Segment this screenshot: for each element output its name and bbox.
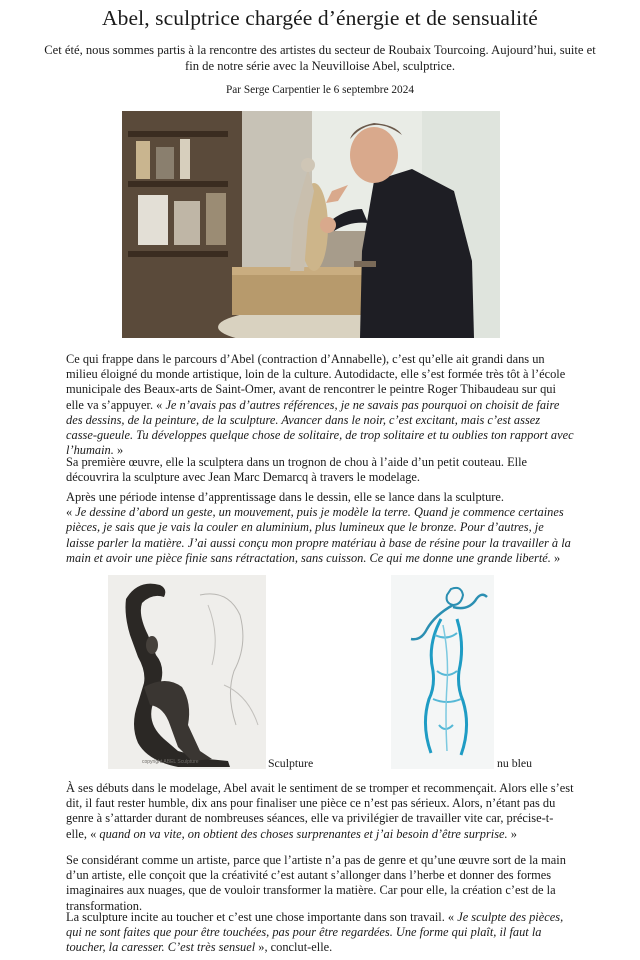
paragraph-1-quote: Je n’avais pas d’autres références, je ne savais pas pourquoi on choisit de faire des dessins, de la peinture, de la sculpture. Avancer dans le noir, c’est excitant, mais c’est assez casse-gueule. Tu développes quelque chose de solitaire, de trop solitaire et tu oublies ton rapport avec l’humain. xyxy=(66,397,574,458)
paragraph-3-close: » xyxy=(550,550,561,565)
paragraph-3 xyxy=(66,490,574,566)
article-lead: Cet été, nous sommes partis à la rencontre des artistes du secteur de Roubaix Tourcoing. Aujourd’hui, suite et fin de notre série avec la Neuvilloise Abel, sculptrice. xyxy=(44,43,596,73)
blue-nude-illustration xyxy=(391,575,494,769)
paragraph-2: Sa première œuvre, elle la sculptera dans un trognon de chou à l’aide d’un petit couteau. Elle découvrira la sculpture avec Jean Marc Demarcq à travers le modelage. xyxy=(66,455,528,485)
paragraph-3-quote: Je dessine d’abord un geste, un mouvement, puis je modèle la terre. Quand je commence certaines pièces, je sais que je vais la couler en aluminium, plus lumineux que le bronze. Pour d’autres, je laisse parler la matière. J’ai aussi conçu mon propre matériau à base de résine pour la travailler à la main et avoir une pièce finie sans rétractation, sans cuisson. Ce qui me donne une grande liberté. xyxy=(66,505,571,565)
paragraph-4 xyxy=(66,781,574,842)
artist-studio-photo xyxy=(122,111,500,338)
sculpture-illustration xyxy=(108,575,266,769)
studio-photo-illustration xyxy=(122,111,500,338)
paragraph-1-text: Ce qui frappe dans le parcours d’Abel (contraction d’Annabelle), c’est qu’elle ait grandi dans un milieu éloigné du monde artistique, loin de la culture. Autodidacte, elle s’est formée très tôt à l’école municipale des Beaux-arts de Saint-Omer, avant de rencontrer le peintre Roger Thibaudeau sur qui elle va s’appuyer. « xyxy=(66,352,566,412)
paragraph-1 xyxy=(66,352,574,458)
caption-sculpture: Sculpture xyxy=(268,756,314,770)
paragraph-6-text: La sculpture incite au toucher et c’est une chose importante dans son travail. « xyxy=(66,910,458,924)
caption-blue-nude: nu bleu xyxy=(497,756,533,770)
paragraph-6-quote: Je sculpte des pièces, qui ne sont faites que pour être touchées, pas pour être regardées. Une forme qui plaît, il faut la toucher, la caresser. C’est très sensuel xyxy=(66,910,564,955)
paragraph-1-close: » xyxy=(113,443,124,458)
paragraph-4-close: » xyxy=(507,826,517,841)
sculpture-photo xyxy=(108,575,266,769)
paragraph-6-close: », conclut-elle. xyxy=(255,940,333,955)
paragraph-4-text: À ses débuts dans le modelage, Abel avait le sentiment de se tromper et recommençait. Alors elle s’est dit, il faut rester humble, dix ans pour finaliser une pièce ce n’est pas sérieux. Alors, n’étant pas du genre à s’attarder durant de nombreuses séances, elle va privilégier de travailler vite car, précise-t-elle, « xyxy=(66,781,574,841)
paragraph-4-quote: quand on va vite, on obtient des choses surprenantes et j’ai besoin d’être surprise. xyxy=(99,826,508,841)
paragraph-3-text: Après une période intense d’apprentissage dans le dessin, elle se lance dans la sculpture. xyxy=(66,490,504,504)
paragraph-5: Se considérant comme un artiste, parce que l’artiste n’a pas de genre et qu’une œuvre sort de la main d’un artiste, elle conçoit que la créativité c’est autant s’allonger dans l’herbe et donner des formes imaginaires aux nuages, que de vouloir transformer la matière. Car pour elle, la création c’est de la transformation. xyxy=(66,853,566,913)
blue-nude-drawing xyxy=(391,575,494,769)
paragraph-3-open: « xyxy=(66,505,76,520)
article-byline: Par Serge Carpentier le 6 septembre 2024 xyxy=(225,84,414,96)
article-title: Abel, sculptrice chargée d’énergie et de sensualité xyxy=(102,6,538,30)
copyright-text: copyright ABEL Sculpture xyxy=(142,759,199,765)
paragraph-6 xyxy=(66,910,574,956)
